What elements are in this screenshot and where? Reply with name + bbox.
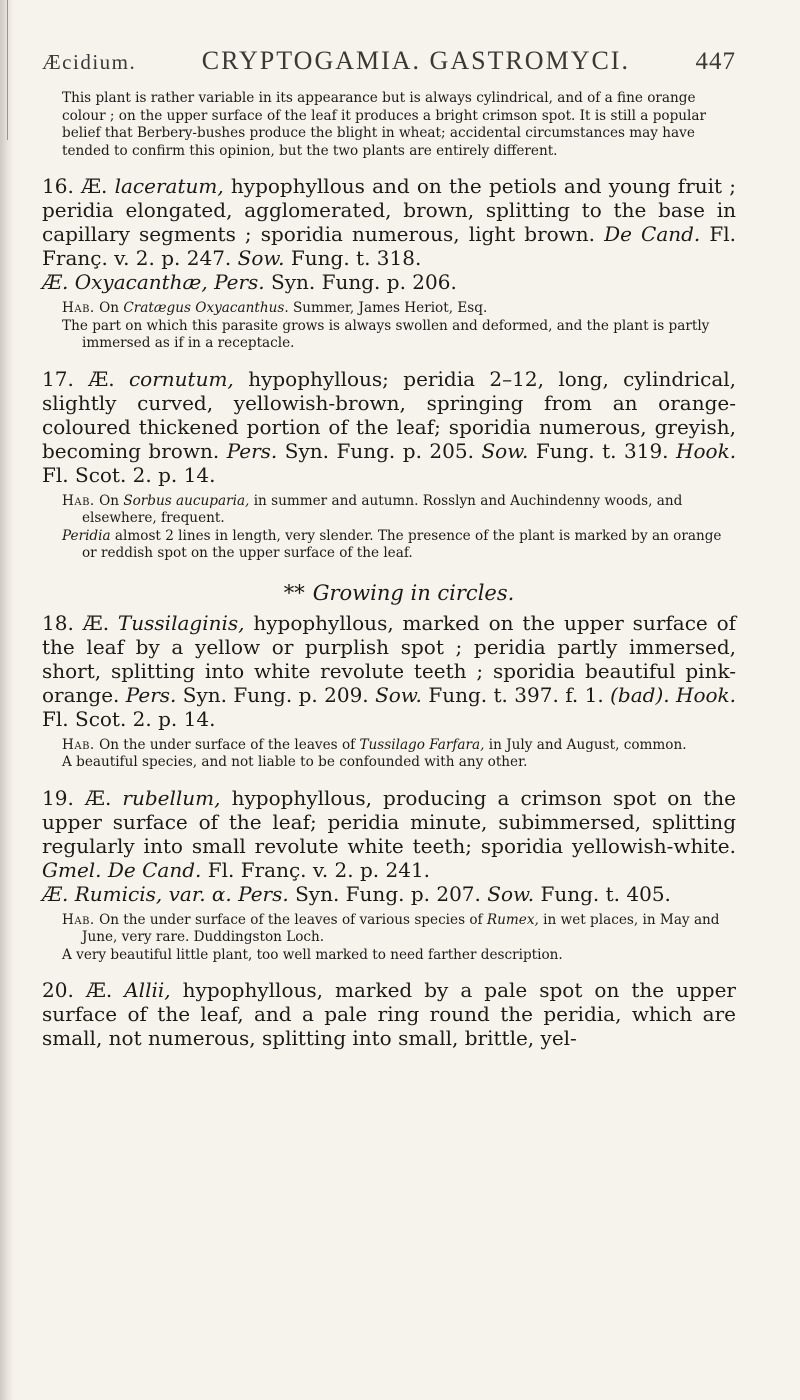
ref-note: (bad). [610,682,670,707]
ref-author: Pers. [226,438,278,463]
entry-description [42,174,736,294]
ref-author: Pers. [125,682,177,707]
species-entry-19 [42,785,736,965]
habitat [62,736,736,755]
habitat-label: Hab. [62,736,95,753]
ref-author: Sow. [375,682,422,707]
species-entry-17 [42,366,737,563]
ref-author: De Cand. [107,857,202,882]
section-heading-text: Growing in circles. [312,580,515,605]
species-entry-16 [42,174,737,353]
ref-author: Sow. [481,438,529,463]
entry-number: 20. [42,978,74,1002]
entry-description [42,978,736,1050]
habitat [62,492,736,528]
ref-author: Sow. [487,881,535,906]
entry-note: A beautiful species, and not liable to be confounded with any other. [62,754,528,770]
ref-text: Fung. t. 319. [535,438,669,463]
synonym-ref: Syn. Fung. p. 207. [295,881,481,906]
ref-author: De Cand. [604,222,701,246]
section-heading-stars: ** [283,580,305,605]
running-head-left: Æcidium. [42,50,137,74]
entry-text: hypophyllous and on the petiols and young fruit ; peridia elongated, agglomerated, brown, splitting to the base in capillary segments ; sporidia numerous, light brown. [42,174,737,246]
habitat-text: in wet places, in May and June, very rare. Duddingston Loch. [82,911,720,945]
entry-note: The part on which this parasite grows is always swollen and deformed, and the plant is partly immersed as if in a receptacle. [62,317,710,351]
ref-text: Fl. Scot. 2. p. 14. [42,462,216,487]
running-head-center: CRYPTOGAMIA. GASTROMYCI. [201,46,630,75]
entry-text: hypophyllous; peridia 2–12, long, cylindrical, slightly curved, yellowish-brown, springing from an orange-coloured thickened portion of the leaf; sporidia numerous, greyish, becoming brown. [42,366,736,463]
habitat-label: Hab. [62,300,95,316]
habitat-host: Sorbus aucuparia, [123,492,250,509]
entry-description [42,367,736,487]
ref-text: Fung. t. 405. [540,881,671,906]
entry-note: A very beautiful little plant, too well marked to need farther description. [62,946,563,963]
intro-paragraph: This plant is rather variable in its appearance but is always cylindrical, and of a fine orange colour ; on the upper surface of the leaf it produces a bright crimson spot. It is still a popular belief that Berbery-bushes produce the blight in wheat; accidental circumstances may have tended to confirm this opinion, but the two plants are entirely different. [62,90,706,159]
ref-text: Syn. Fung. p. 209. [182,682,369,707]
entry-description [42,611,736,731]
ref-text: Syn. Fung. p. 205. [284,438,474,463]
entry-genus: Æ. [85,978,113,1002]
entry-note [62,527,736,563]
species-entry-20 [42,978,736,1050]
ref-author: Hook. [676,682,736,707]
entry-text: hypophyllous, marked on the upper surface of the leaf by a yellow or purplish spot ; peridia partly immersed, short, splitting into white revolute teeth ; sporidia beautiful pink-orange. [42,610,737,707]
entry-description [42,786,736,906]
synonym-ref: Syn. Fung. p. 206. [271,270,457,294]
entry-number: 17. [42,366,74,391]
habitat [62,911,736,947]
entry-species: rubellum, [122,785,221,810]
running-head [42,46,736,76]
ref-text: Fl. Franç. v. 2. p. 247. [42,222,736,270]
habitat-text: On the under surface of the leaves of [99,736,356,753]
ref-text: Fung. t. 397. f. 1. [428,682,604,707]
ref-text: Fung. t. 318. [290,246,422,270]
entry-species: Allii, [124,978,171,1002]
entry-genus: Æ. [82,610,110,635]
habitat-host: Rumex, [486,911,539,928]
page-number: 447 [695,48,736,75]
entry-text: hypophyllous, marked by a pale spot on the upper surface of the leaf, and a pale ring round the peridia, which are small, not numerous, splitting into small, brittle, yel- [42,978,736,1050]
synonym: Æ. Rumicis, var. α. Pers. [42,881,289,906]
entry-note-text: almost 2 lines in length, very slender. The presence of the plant is marked by an orange or reddish spot on the upper surface of the leaf. [82,527,722,561]
entry-species: laceratum, [114,174,224,198]
entry-species: Tussilaginis, [117,610,245,635]
synonym: Æ. Oxyacanthæ, Pers. [42,270,265,294]
habitat-text: in summer and autumn. Rosslyn and Auchindenny woods, and elsewhere, frequent. [82,492,683,526]
habitat-text: On [99,492,119,509]
habitat-host: Tussilago Farfara, [359,736,485,753]
habitat-label: Hab. [62,911,95,928]
habitat [62,300,736,318]
entry-genus: Æ. [88,366,115,391]
entry-text: hypophyllous, producing a crimson spot on the upper surface of the leaf; peridia minute, subimmersed, splitting regularly into small revolute white teeth; sporidia yellowish-white. [42,785,736,858]
entry-genus: Æ. [81,174,108,198]
section-heading [62,581,736,605]
ref-author: Sow. [237,246,285,270]
entry-number: 18. [42,610,74,635]
habitat-text: On [99,300,119,316]
entry-note-term: Peridia [62,527,111,544]
entry-number: 19. [42,785,74,810]
ref-author: Gmel. [42,857,102,882]
entry-species: cornutum, [128,366,234,391]
entry-number: 16. [42,174,74,198]
habitat-text: Summer, James Heriot, Esq. [292,300,488,316]
habitat-host: Cratægus Oxyacanthus. [123,300,289,316]
habitat-text: in July and August, common. [488,736,687,753]
habitat-label: Hab. [62,492,95,509]
ref-text: Fl. Scot. 2. p. 14. [42,706,216,731]
species-entry-18 [42,610,737,772]
habitat-text: On the under surface of the leaves of various species of [99,911,483,928]
ref-author: Hook. [676,438,737,463]
ref-text: Fl. Franç. v. 2. p. 241. [207,857,431,882]
entry-genus: Æ. [84,785,112,810]
